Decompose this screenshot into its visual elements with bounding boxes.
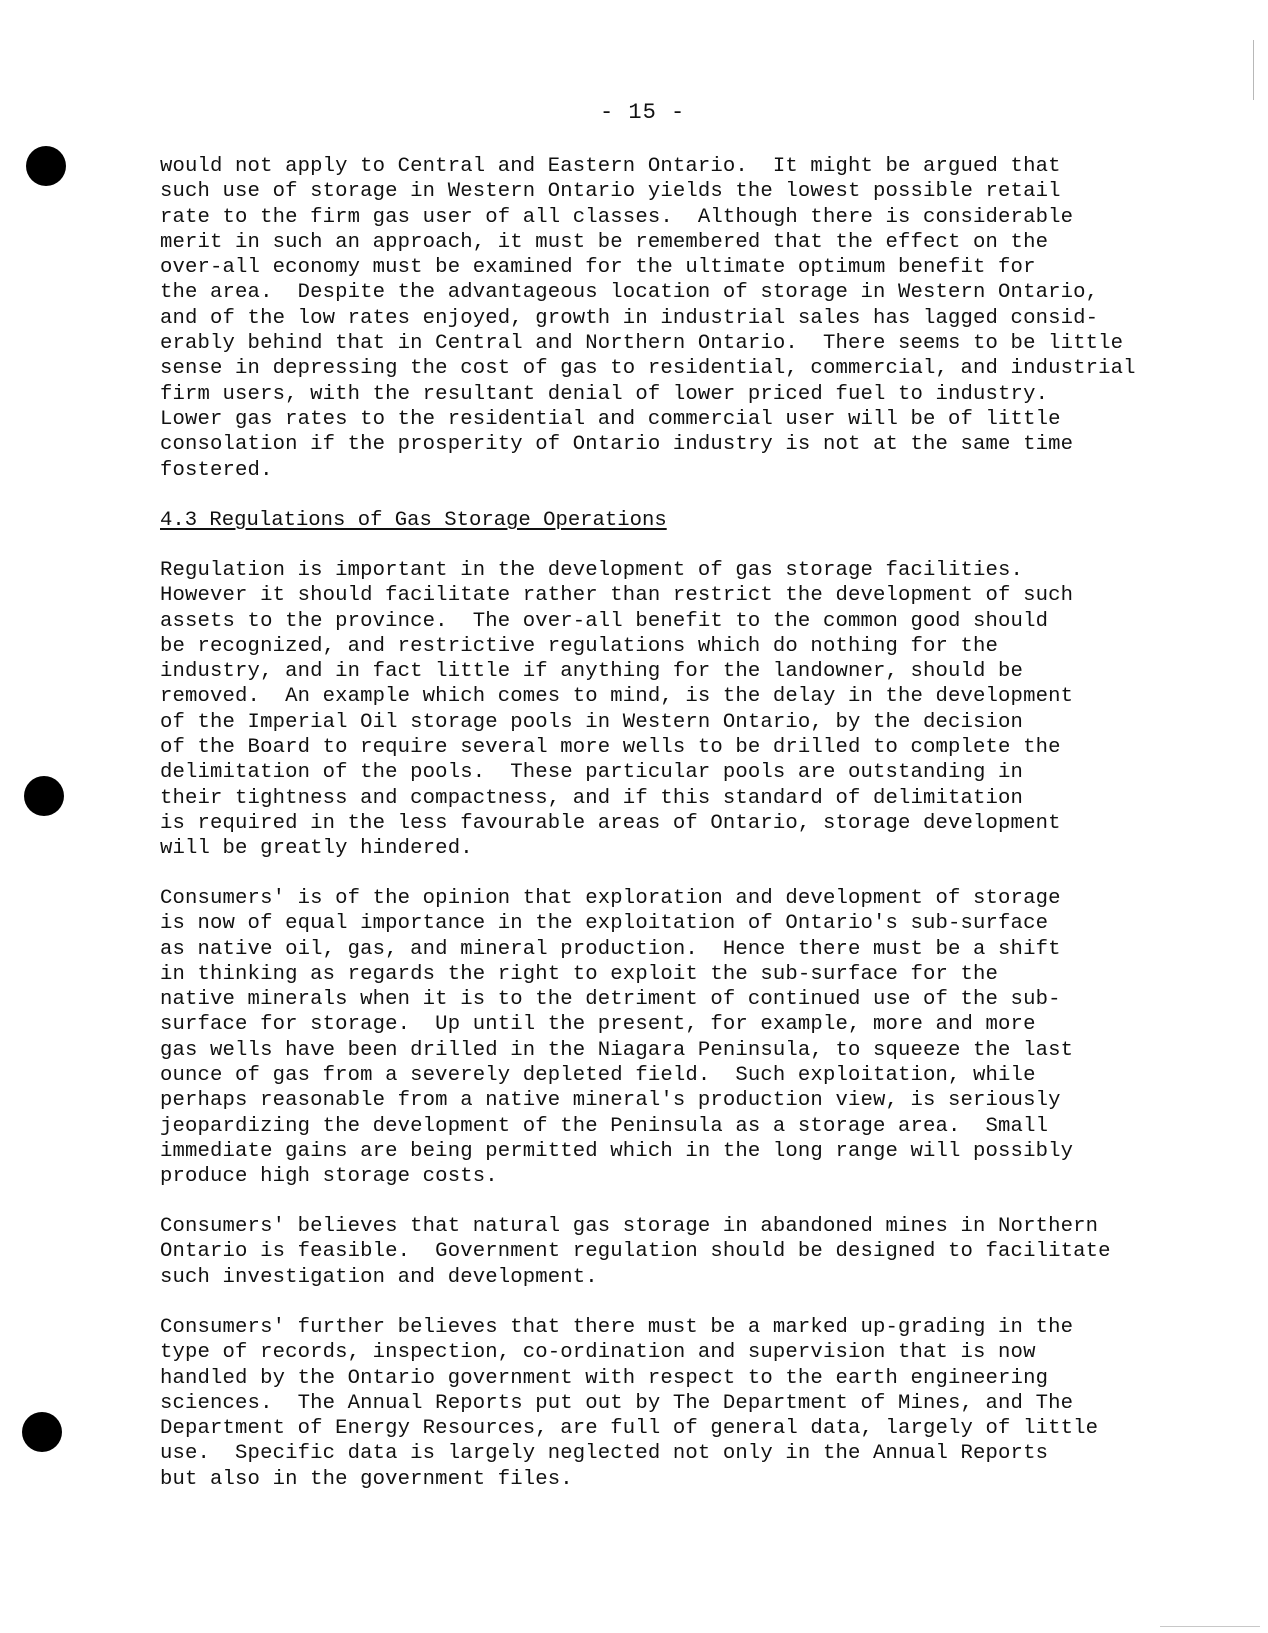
text-line: Consumers' is of the opinion that exploration and development of storage [160, 887, 1061, 910]
text-line: their tightness and compactness, and if this standard of delimitation [160, 786, 1024, 810]
text-line: However it should facilitate rather than restrict the development of such [160, 584, 1074, 608]
text-line: Lower gas rates to the residential and commercial user will be of little [160, 407, 1061, 431]
right-edge-line [1253, 40, 1254, 100]
punch-hole-bottom [22, 1412, 62, 1452]
text-line: of the Imperial Oil storage pools in Western Ontario, by the decision [160, 710, 1024, 734]
text-line: erably behind that in Central and Northern Ontario. There seems to be little [160, 332, 1124, 356]
text-line: industry, and in fact little if anything for the landowner, should be [160, 660, 1024, 684]
page-number: - 15 - [600, 100, 686, 125]
text-line: ounce of gas from a severely depleted field. Such exploitation, while [160, 1064, 1036, 1088]
paragraph-consumers-opinion [160, 886, 1160, 1190]
text-line: removed. An example which comes to mind, is the delay in the development [160, 685, 1074, 709]
text-line: surface for storage. Up until the present, for example, more and more [160, 1013, 1036, 1037]
text-line: over-all economy must be examined for the ultimate optimum benefit for [160, 256, 1036, 280]
paragraph-continuation [160, 154, 1160, 483]
text-line: produce high storage costs. [160, 1165, 498, 1189]
text-line: sciences. The Annual Reports put out by The Department of Mines, and The [160, 1391, 1074, 1415]
text-line: Ontario is feasible. Government regulation should be designed to facilitate [160, 1240, 1111, 1264]
text-line: be recognized, and restrictive regulations which do nothing for the [160, 634, 999, 658]
text-line: in thinking as regards the right to exploit the sub-surface for the [160, 962, 999, 986]
paragraph-abandoned-mines [160, 1214, 1160, 1290]
punch-hole-middle [24, 776, 64, 816]
text-line: Consumers' further believes that there must be a marked up-grading in the [160, 1316, 1074, 1339]
text-line: delimitation of the pools. These particular pools are outstanding in [160, 761, 1024, 785]
text-line: perhaps reasonable from a native mineral's production view, is seriously [160, 1089, 1061, 1113]
paragraph-records-upgrading [160, 1315, 1160, 1492]
text-line: fostered. [160, 458, 273, 482]
text-line: gas wells have been drilled in the Niagara Peninsula, to squeeze the last [160, 1038, 1074, 1062]
paragraph-regulation [160, 558, 1160, 862]
text-line: rate to the firm gas user of all classes. Although there is considerable [160, 205, 1074, 229]
text-line: such investigation and development. [160, 1265, 598, 1289]
bottom-edge-line [1160, 1626, 1260, 1627]
text-line: but also in the government files. [160, 1467, 573, 1491]
punch-hole-top [26, 146, 66, 186]
text-line: sense in depressing the cost of gas to residential, commercial, and industrial [160, 357, 1136, 381]
text-line: handled by the Ontario government with respect to the earth engineering [160, 1366, 1049, 1390]
text-line: Department of Energy Resources, are full of general data, largely of little [160, 1417, 1099, 1441]
text-line: Consumers' believes that natural gas storage in abandoned mines in Northern [160, 1215, 1099, 1238]
text-line: consolation if the prosperity of Ontario industry is not at the same time [160, 433, 1074, 457]
text-line: native minerals when it is to the detriment of continued use of the sub- [160, 988, 1061, 1012]
text-line: immediate gains are being permitted which in the long range will possibly [160, 1139, 1074, 1163]
text-line: use. Specific data is largely neglected not only in the Annual Reports [160, 1442, 1049, 1466]
text-line: such use of storage in Western Ontario yields the lowest possible retail [160, 180, 1061, 204]
text-line: is now of equal importance in the exploitation of Ontario's sub-surface [160, 912, 1049, 936]
text-line: firm users, with the resultant denial of lower priced fuel to industry. [160, 382, 1049, 406]
text-line: jeopardizing the development of the Peninsula as a storage area. Small [160, 1114, 1049, 1138]
text-line: type of records, inspection, co-ordination and supervision that is now [160, 1341, 1036, 1365]
text-line: assets to the province. The over-all benefit to the common good should [160, 609, 1049, 633]
text-line: the area. Despite the advantageous location of storage in Western Ontario, [160, 281, 1099, 305]
text-line: merit in such an approach, it must be remembered that the effect on the [160, 230, 1049, 254]
text-line: will be greatly hindered. [160, 837, 473, 861]
text-line: is required in the less favourable areas of Ontario, storage development [160, 811, 1061, 835]
text-line: as native oil, gas, and mineral production. Hence there must be a shift [160, 937, 1061, 961]
text-line: of the Board to require several more wells to be drilled to complete the [160, 736, 1061, 760]
text-line: would not apply to Central and Eastern Ontario. It might be argued that [160, 155, 1061, 178]
text-line: Regulation is important in the development of gas storage facilities. [160, 559, 1024, 582]
text-line: and of the low rates enjoyed, growth in industrial sales has lagged consid- [160, 306, 1099, 330]
section-heading: 4.3 Regulations of Gas Storage Operations [160, 509, 667, 532]
